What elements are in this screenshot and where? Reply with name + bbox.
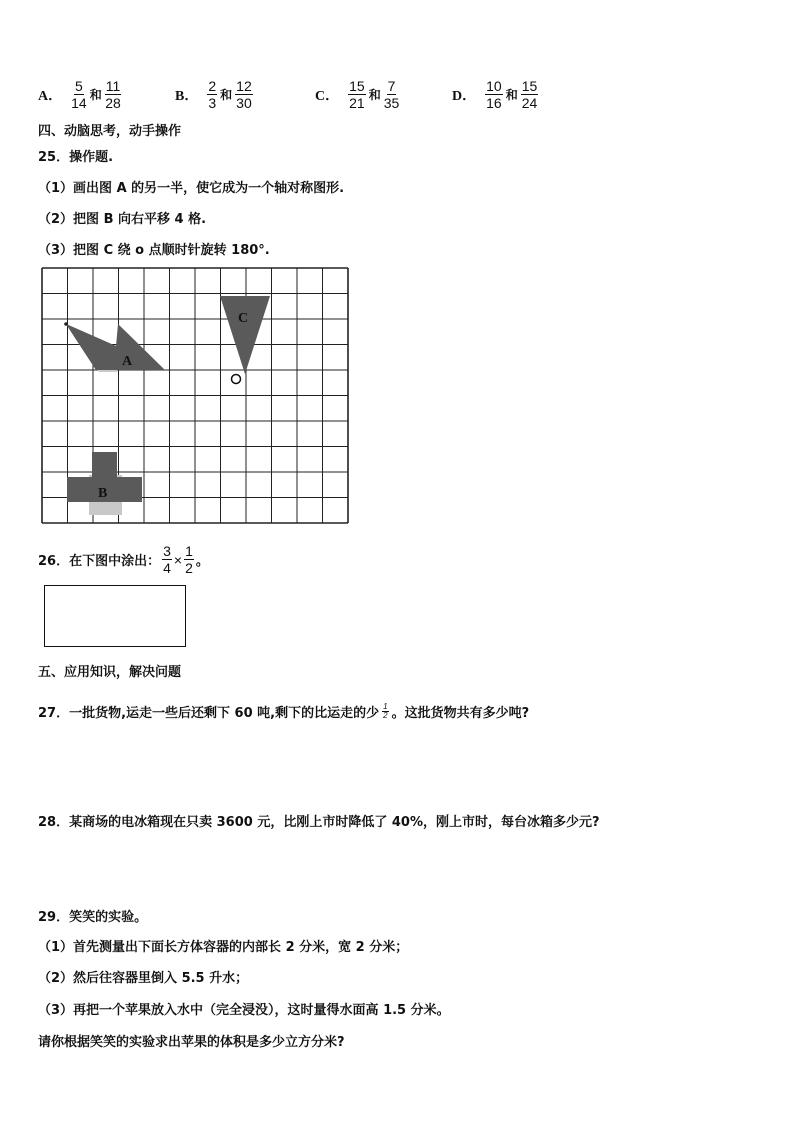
question-29-item-1: （1）首先测量出下面长方体容器的内部长 2 分米，宽 2 分米； — [38, 940, 409, 955]
fraction: $\frac{11}{28}$ — [105, 78, 121, 111]
shape-b-label: B — [98, 486, 108, 501]
grid-figure — [40, 266, 356, 532]
fraction: $\frac{3}{4}$ — [163, 543, 171, 576]
question-28: 28．某商场的电冰箱现在只卖 3600 元，比刚上市时降低了 40%，刚上市时，每台冰箱多少元? — [38, 815, 600, 830]
shape-a-label: A — [122, 354, 133, 369]
shape-c — [220, 296, 270, 374]
option-a: A． $\frac{5}{14}$ 和 $\frac{11}{28}$ — [38, 78, 121, 111]
shape-c-label: C — [238, 311, 249, 326]
question-25-title: 25．操作题. — [38, 150, 114, 165]
question-29-item-3: （3）再把一个苹果放入水中（完全浸没），这时量得水面高 1.5 分米。 — [38, 1003, 450, 1018]
option-d: D． $\frac{10}{16}$ 和 $\frac{15}{24}$ — [452, 78, 538, 111]
question-29-item-2: （2）然后往容器里倒入 5.5 升水； — [38, 971, 249, 986]
question-25-item-1: （1）画出图 A 的另一半，使它成为一个轴对称图形. — [38, 181, 345, 196]
question-26: 26．在下图中涂出： $\frac{3}{4}$ × $\frac{1}{2}$ 。 — [38, 543, 209, 576]
rotation-point-o — [232, 375, 241, 384]
question-27: 27．一批货物,运走一些后还剩下 60 吨,剩下的比运走的少 $\frac{1}{2}$ 。这批货物共有多少吨? — [38, 702, 530, 721]
fraction: $\frac{12}{30}$ — [236, 78, 252, 111]
option-c: C． $\frac{15}{21}$ 和 $\frac{7}{35}$ — [315, 78, 400, 111]
fraction: $\frac{2}{3}$ — [208, 78, 217, 111]
question-25-item-2: （2）把图 B 向右平移 4 格. — [38, 212, 207, 227]
fraction: $\frac{10}{16}$ — [486, 78, 502, 111]
section-heading-4: 四、动脑思考，动手操作 — [38, 124, 182, 139]
question-29-title: 29．笑笑的实验。 — [38, 910, 148, 925]
shape-a-vertex — [64, 322, 68, 326]
fraction: $\frac{15}{21}$ — [349, 78, 365, 111]
shape-b-top — [92, 452, 117, 477]
section-heading-5: 五、应用知识，解决问题 — [38, 665, 182, 680]
fraction: $\frac{1}{2}$ — [185, 543, 193, 576]
fraction: $\frac{15}{24}$ — [521, 78, 538, 111]
fraction: $\frac{1}{2}$ — [383, 702, 388, 720]
fraction: $\frac{7}{35}$ — [383, 78, 400, 111]
option-b: B． $\frac{2}{3}$ 和 $\frac{12}{30}$ — [175, 78, 252, 111]
question-29-question: 请你根据笑笑的实验求出苹果的体积是多少立方分米? — [38, 1035, 345, 1050]
fraction: $\frac{5}{14}$ — [71, 78, 87, 111]
question-25-item-3: （3）把图 C 绕 o 点顺时针旋转 180°. — [38, 243, 270, 258]
shading-rectangle[interactable] — [44, 585, 186, 647]
